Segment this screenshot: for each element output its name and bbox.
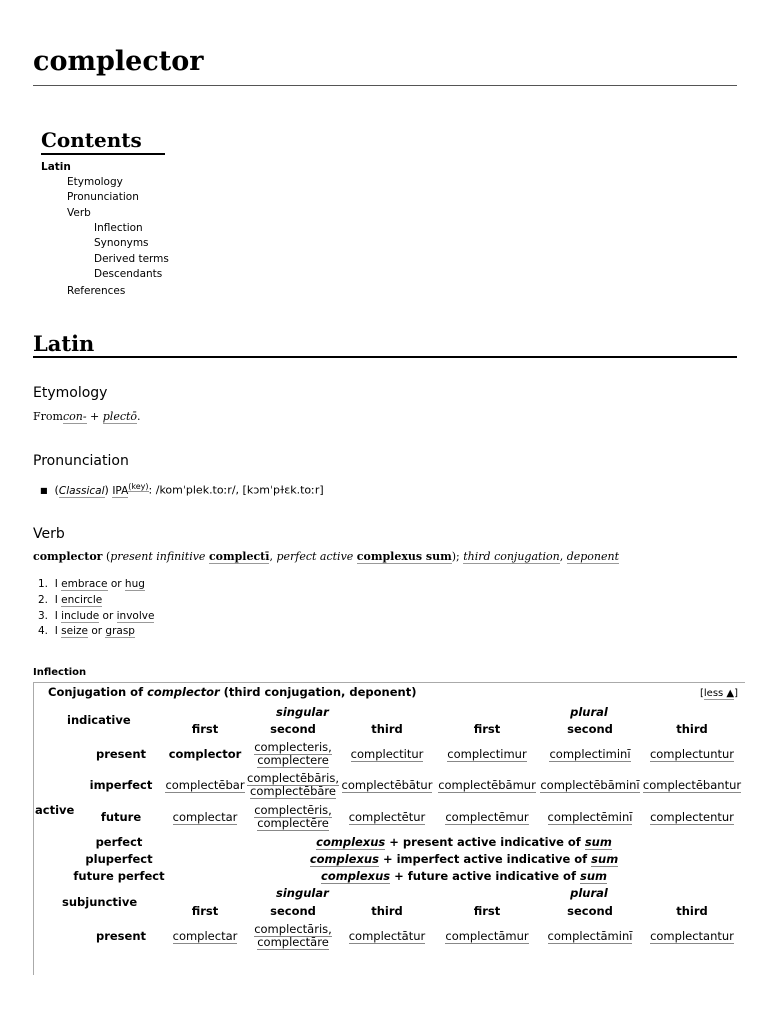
form-cell[interactable] [436, 748, 538, 761]
form-cell: complector [168, 747, 242, 761]
pronunciation-heading: Pronunciation [33, 453, 129, 469]
form-link[interactable]: complecteris, complectere [254, 740, 332, 767]
number-plural: plural [570, 705, 608, 719]
sense-number: 1. [38, 578, 49, 590]
periphrastic-pluperfect [224, 853, 704, 866]
mood-indicative: indicative [67, 713, 131, 727]
periphrastic-text: + present active indicative of [385, 835, 585, 849]
form-cell[interactable] [165, 811, 245, 824]
sense-link[interactable]: hug [124, 578, 145, 590]
form-cell[interactable] [244, 772, 342, 798]
form-cell[interactable] [539, 930, 641, 943]
form-cell[interactable] [248, 923, 338, 949]
sense-text: or [87, 625, 106, 637]
form-link[interactable]: complectitur [350, 747, 424, 761]
form-link[interactable]: complectēris, complectēre [254, 803, 332, 830]
number-singular: singular [276, 705, 329, 719]
form-cell[interactable] [642, 748, 742, 761]
form-link[interactable]: complectiminī [549, 747, 631, 761]
periphrastic-perfect [224, 836, 704, 849]
form-link[interactable]: complectēbantur [642, 778, 742, 792]
toc-item-references[interactable]: References [67, 285, 126, 297]
tense-label: imperfect [89, 778, 153, 792]
person-header: second [567, 904, 613, 918]
form-link[interactable]: complectar [172, 929, 238, 943]
mood-subjunctive: subjunctive [62, 895, 138, 909]
ipa-link[interactable]: IPA [112, 484, 129, 497]
sense-text: or [99, 610, 117, 622]
form-link[interactable]: complectuntur [649, 747, 735, 761]
sense-1 [38, 578, 145, 590]
etymology-plus: + [86, 410, 103, 423]
form-link[interactable]: complectēminī [547, 810, 633, 824]
table-title-text: (third conjugation, deponent) [219, 685, 417, 699]
tense-label: present [95, 929, 147, 943]
toc-item-synonyms[interactable]: Synonyms [94, 237, 149, 249]
perf-label: perfect active [276, 550, 354, 563]
ipa-key-link[interactable]: (key) [128, 482, 149, 491]
sense-2 [38, 594, 102, 606]
form-cell[interactable] [436, 779, 538, 792]
person-header: first [191, 904, 219, 918]
etymology-dot: . [137, 410, 141, 423]
person-header: second [270, 904, 316, 918]
conjugation-link[interactable]: third conjugation [463, 550, 560, 563]
form-cell[interactable] [539, 779, 641, 792]
headword-line: complector (present infinitive complectī, perfect active complexus sum); third conjugation, deponent [33, 550, 620, 563]
form-link[interactable]: sum [579, 869, 607, 883]
form-link[interactable]: complexus [321, 869, 391, 883]
sense-text: I [54, 594, 62, 606]
form-cell[interactable] [539, 811, 641, 824]
ipa-transcription: : /komˈplek.toːr/, [kɔmˈpɫɛk.toːr] [148, 483, 324, 497]
sense-link[interactable]: involve [116, 610, 155, 622]
person-header: third [676, 722, 708, 736]
form-link[interactable]: complectēbāmur [438, 778, 536, 792]
pronunciation-line: ■ (Classical) $IPA^{(key)}$: /komˈplek.toːr/, [kɔmˈpɫɛk.toːr] [40, 482, 324, 497]
table-title [48, 686, 416, 699]
person-header: first [473, 904, 501, 918]
sense-number: 3. [38, 610, 49, 622]
headword: complector [33, 550, 103, 563]
page-title: complector [33, 46, 204, 77]
person-header: second [270, 722, 316, 736]
form-link[interactable]: complectimur [447, 747, 527, 761]
form-cell[interactable] [539, 748, 641, 761]
person-header: first [191, 722, 219, 736]
toc-item-latin[interactable]: Latin [41, 161, 71, 173]
form-link[interactable]: complectēbar [165, 778, 245, 792]
sense-4 [38, 625, 135, 637]
person-header: third [371, 722, 403, 736]
language-divider [33, 356, 737, 358]
sense-number: 4. [38, 625, 49, 637]
form-link[interactable]: complectāris, complectāre [254, 922, 332, 949]
conjugation-table [33, 682, 745, 975]
person-header: second [567, 722, 613, 736]
sense-3 [38, 610, 154, 622]
form-cell[interactable] [341, 779, 433, 792]
periphrastic-future-perfect [224, 870, 704, 883]
tense-label: future [100, 810, 142, 824]
periphrastic-text: + imperfect active indicative of [378, 852, 592, 866]
form-link[interactable]: complectantur [650, 929, 734, 943]
toc-item-verb[interactable]: Verb [67, 207, 91, 219]
form-cell[interactable] [341, 930, 433, 943]
form-link[interactable]: complectēbāminī [540, 778, 640, 792]
sense-text: I [54, 578, 62, 590]
less-toggle-label[interactable]: less ▲ [703, 688, 735, 699]
tense-label: future perfect [73, 869, 165, 883]
verb-heading: Verb [33, 526, 65, 542]
form-cell[interactable] [642, 930, 742, 943]
number-singular: singular [276, 886, 329, 900]
periphrastic-text: + future active indicative of [390, 869, 580, 883]
pres-inf-link[interactable]: complectī [208, 550, 270, 563]
voice-active: active [35, 803, 75, 817]
form-link[interactable]: complectāmur [445, 929, 529, 943]
form-cell[interactable] [248, 804, 338, 830]
form-cell[interactable] [341, 811, 433, 824]
etymology-link-plecto[interactable]: plectō [102, 410, 138, 423]
inflection-heading: Inflection [33, 667, 87, 678]
deponent-link[interactable]: deponent [566, 550, 620, 563]
person-header: first [473, 722, 501, 736]
etymology-text [33, 410, 141, 423]
form-cell[interactable] [436, 811, 538, 824]
bullet: ■ [40, 486, 48, 496]
toc-title: Contents [41, 128, 142, 152]
table-title-text: Conjugation of [48, 685, 148, 699]
tense-label: pluperfect [85, 852, 153, 866]
form-cell[interactable] [165, 779, 245, 792]
form-link[interactable]: complectēmur [445, 810, 529, 824]
toc-item-inflection[interactable]: Inflection [94, 222, 143, 234]
sense-link[interactable]: embrace [61, 578, 108, 590]
sense-link[interactable]: seize [61, 625, 88, 637]
sense-text: I [54, 625, 62, 637]
number-plural: plural [570, 886, 608, 900]
form-link[interactable]: sum [584, 835, 612, 849]
language-heading: Latin [33, 331, 95, 356]
form-cell[interactable] [642, 779, 742, 792]
pres-inf-label: present infinitive [110, 550, 206, 563]
sense-text: or [107, 578, 125, 590]
toc-divider [41, 153, 165, 155]
sense-text: I [54, 610, 62, 622]
tense-label: perfect [95, 835, 143, 849]
title-divider [33, 85, 737, 86]
form-link[interactable]: complexus [309, 852, 379, 866]
form-link[interactable]: sum [591, 852, 619, 866]
toc-item-descendants[interactable]: Descendants [94, 268, 163, 280]
person-header: third [371, 904, 403, 918]
form-link[interactable]: complectēbāris, complectēbāre [247, 771, 339, 798]
etymology-from: From [33, 410, 63, 423]
form-link[interactable]: complectar [172, 810, 238, 824]
etymology-link-con[interactable]: con- [62, 410, 87, 423]
form-link[interactable]: complectentur [650, 810, 734, 824]
toc-item-pronunciation[interactable]: Pronunciation [67, 191, 139, 203]
toc-item-derived-terms[interactable]: Derived terms [94, 253, 169, 265]
form-cell[interactable] [436, 930, 538, 943]
form-link[interactable]: complectātur [348, 929, 426, 943]
sense-number: 2. [38, 594, 49, 606]
form-link[interactable]: complectēbātur [341, 778, 433, 792]
form-link[interactable]: complexus [316, 835, 386, 849]
form-cell[interactable] [341, 748, 433, 761]
etymology-heading: Etymology [33, 385, 108, 401]
form-link[interactable]: complectētur [348, 810, 426, 824]
sense-link[interactable]: grasp [105, 625, 135, 637]
less-toggle[interactable]: [less ▲] [700, 688, 739, 699]
classical-link[interactable]: Classical [58, 484, 105, 497]
form-link[interactable]: complectāminī [547, 929, 633, 943]
form-cell[interactable] [165, 930, 245, 943]
table-title-word: complector [147, 685, 220, 699]
person-header: third [676, 904, 708, 918]
form-cell[interactable] [248, 741, 338, 767]
tense-label: present [95, 747, 147, 761]
perf-link[interactable]: complexus sum [356, 550, 452, 563]
sense-link[interactable]: encircle [61, 594, 103, 606]
form-cell[interactable] [642, 811, 742, 824]
toc-item-etymology[interactable]: Etymology [67, 176, 123, 188]
sense-link[interactable]: include [61, 610, 100, 622]
